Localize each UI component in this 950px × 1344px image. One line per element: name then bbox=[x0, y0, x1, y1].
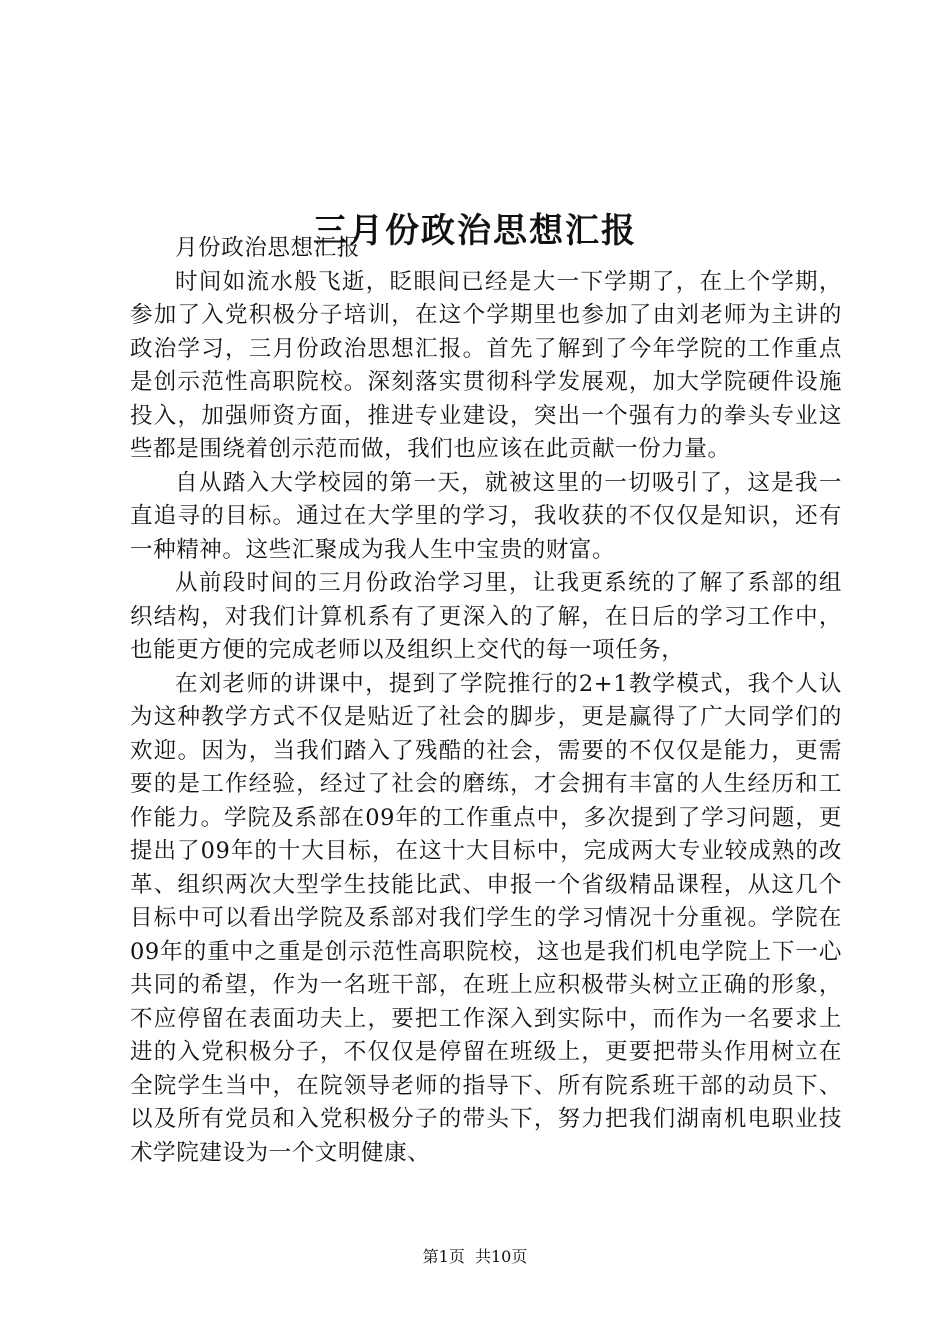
document-title: 三月份政治思想汇报 bbox=[313, 210, 637, 251]
paragraph-subtitle: 月份政治思想汇报 bbox=[175, 235, 360, 261]
document-body bbox=[130, 232, 842, 1170]
paragraph-1: 时间如流水般飞逝，眨眼间已经是大一下学期了，在上个学期，参加了入党积极分子培训，在这个学期里也参加了由刘老师为主讲的政治学习，三月份政治思想汇报。首先了解到了今年学院的工作重点是创示范性高职院校。深刻落实贯彻科学发展观，加大学院硬件设施投入，加强师资方面，推进专业建设，突出一个强有力的拳头专业这些都是围绕着创示范而做，我们也应该在此贡献一份力量。 bbox=[130, 268, 842, 462]
paragraph-4: 在刘老师的讲课中，提到了学院推行的2+1教学模式，我个人认为这种教学方式不仅是贴近了社会的脚步，更是赢得了广大同学们的欢迎。因为，当我们踏入了残酷的社会，需要的不仅仅是能力，更需要的是工作经验，经过了社会的磨练，才会拥有丰富的人生经历和工作能力。学院及系部在09年的工作重点中，多次提到了学习问题，更提出了09年的十大目标，在这十大目标中，完成两大专业较成熟的改革、组织两次大型学生技能比武、申报一个省级精品课程，从这几个目标中可以看出学院及系部对我们学生的学习情况十分重视。学院在09年的重中之重是创示范性高职院校，这也是我们机电学院上下一心共同的希望，作为一名班干部，在班上应积极带头树立正确的形象，不应停留在表面功夫上，要把工作深入到实际中，而作为一名要求上进的入党积极分子，不仅仅是停留在班级上，更要把带头作用树立在全院学生当中，在院领导老师的指导下、所有院系班干部的动员下、以及所有党员和入党积极分子的带头下，努力把我们湖南机电职业技术学院建设为一个文明健康、 bbox=[130, 670, 842, 1166]
page-number-footer: 第1页 共10页 bbox=[422, 1247, 528, 1266]
paragraph-2: 自从踏入大学校园的第一天，就被这里的一切吸引了，这是我一直追寻的目标。通过在大学里的学习，我收获的不仅仅是知识，还有一种精神。这些汇聚成为我人生中宝贵的财富。 bbox=[130, 469, 842, 563]
paragraph-3: 从前段时间的三月份政治学习里，让我更系统的了解了系部的组织结构，对我们计算机系有了更深入的了解，在日后的学习工作中，也能更方便的完成老师以及组织上交代的每一项任务， bbox=[130, 570, 842, 663]
